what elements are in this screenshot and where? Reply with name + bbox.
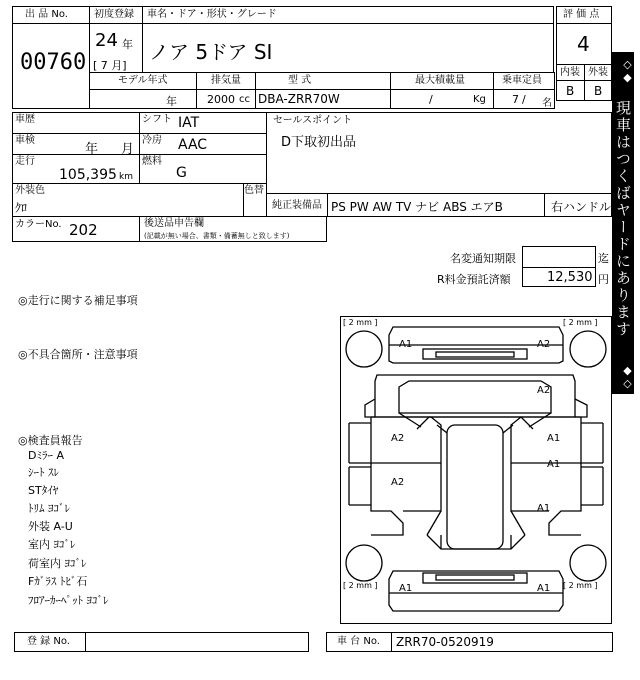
ext-color-value: ｸﾛ <box>15 201 28 215</box>
type-label: 型 式 <box>288 75 312 86</box>
tread-front-right: [ 2 mm ] <box>563 318 598 327</box>
aircon-value: AAC <box>178 137 208 153</box>
kg-unit: Kg <box>473 94 486 105</box>
color-no-value: 202 <box>69 221 98 239</box>
tire-rear-right <box>570 545 606 581</box>
mileage-label: 走行 <box>15 156 35 167</box>
chassis-no-cell <box>391 632 613 652</box>
score-label: 評 価 点 <box>563 9 600 20</box>
report-item: Dﾐﾗｰ A <box>28 449 64 462</box>
inspection-cell <box>12 133 140 155</box>
score-label-cell <box>556 6 612 24</box>
equipment-cell <box>327 193 545 217</box>
mark-right-quarter: A1 <box>537 503 551 514</box>
tire-front-right <box>570 331 606 367</box>
recolor-label: 色替 <box>244 185 264 196</box>
tread-rear-right: [ 2 mm ] <box>563 581 598 590</box>
exterior-label: 外装 <box>588 67 608 78</box>
tread-front-left: [ 2 mm ] <box>343 318 378 327</box>
windshield <box>417 417 533 429</box>
report-item: 室内 ﾖｺﾞﾚ <box>28 538 76 551</box>
banner-diamonds-top: ◇◆ <box>621 58 634 84</box>
max-load-label-cell <box>390 72 494 90</box>
car-diagram <box>341 317 611 623</box>
tire-rear-left <box>346 545 382 581</box>
banner-diamonds-bottom: ◆◇ <box>621 364 634 390</box>
car-diagram-frame <box>340 316 612 624</box>
mark-front-bumper-left: A1 <box>399 339 413 350</box>
mark-rear-bumper-right: A1 <box>537 583 551 594</box>
max-load-slash: / <box>429 93 433 106</box>
chassis-no: ZRR70-0520919 <box>396 635 494 649</box>
capacity-sep: / <box>522 93 526 106</box>
first-reg-month: [ 7 月] <box>93 59 127 72</box>
first-reg-year: 24 <box>95 30 118 51</box>
capacity-cell <box>493 89 555 109</box>
tire-front-left <box>346 331 382 367</box>
mileage-cell <box>12 154 140 184</box>
shift-value: IAT <box>178 115 200 131</box>
interior-label: 内装 <box>560 67 580 78</box>
lot-number-cell <box>12 23 90 109</box>
handle-cell <box>544 193 612 217</box>
cc-unit: cc <box>239 94 250 105</box>
aircon-cell <box>139 133 267 155</box>
recycle-unit: 円 <box>598 273 609 286</box>
recycle-fee-cell <box>522 267 596 287</box>
mark-right-rear-door: A1 <box>547 459 561 470</box>
car-name: ノア 5ドア SI <box>149 40 273 64</box>
exterior-label-cell <box>584 64 612 81</box>
inspector-report-title: ◎検査員報告 <box>18 434 83 447</box>
recolor-cell <box>243 183 267 217</box>
handle-value: 右ハンドル <box>551 200 612 214</box>
inspection-year-unit: 年 <box>85 142 99 157</box>
car-name-label-cell <box>142 6 554 24</box>
model-year-label: モデル年式 <box>118 75 168 86</box>
type-cell <box>255 89 391 109</box>
report-item: 外装 A-U <box>28 520 73 533</box>
capacity-value: 7 <box>512 93 519 106</box>
equip-label-cell <box>266 193 328 217</box>
mark-right-front-door: A1 <box>547 433 561 444</box>
name-change-label: 名変通知期限 <box>450 252 516 265</box>
rear-hatch <box>427 535 525 549</box>
mark-left-front-door: A2 <box>391 433 405 444</box>
shift-cell <box>139 112 267 134</box>
ext-color-label: 外装色 <box>15 185 45 196</box>
yard-location-banner <box>612 52 634 394</box>
year-unit: 年 <box>122 38 133 51</box>
chassis-label: 車 台 No. <box>337 636 380 647</box>
sales-point-value: D下取初出品 <box>281 135 357 150</box>
aircon-label: 冷房 <box>142 135 162 146</box>
displacement-label-cell <box>196 72 256 90</box>
ext-color-cell <box>12 183 244 217</box>
inspection-month-unit: 月 <box>121 142 135 157</box>
report-item: Fｶﾞﾗｽ ﾄﾋﾞ石 <box>28 575 88 588</box>
mark-front-bumper-right: A2 <box>537 339 551 350</box>
shift-label: シフト <box>142 114 172 125</box>
driving-notes-title: ◎走行に関する補足事項 <box>18 294 138 307</box>
reg-no-label: 登 録 No. <box>27 636 70 647</box>
score-cell <box>556 23 612 65</box>
interior-label-cell <box>556 64 585 81</box>
interior-grade-cell <box>556 80 585 101</box>
color-no-label: カラーNo. <box>15 219 62 230</box>
mark-rear-bumper-left: A1 <box>399 583 413 594</box>
max-load-cell <box>390 89 494 109</box>
fuel-label: 燃料 <box>142 156 162 167</box>
capacity-label-cell <box>493 72 555 90</box>
mark-right-fender: A2 <box>537 385 551 396</box>
model-year-label-cell <box>89 72 197 90</box>
score-value: 4 <box>577 32 590 56</box>
report-item: ﾌﾛｱｰｶｰﾍﾟｯﾄ ﾖｺﾞﾚ <box>28 594 109 607</box>
history-cell <box>12 112 140 134</box>
equip-label: 純正装備品 <box>272 200 322 211</box>
first-reg-cell <box>89 23 143 73</box>
reg-no-label-cell <box>14 632 86 652</box>
max-load-label: 最大積載量 <box>415 75 465 86</box>
fuel-value: G <box>176 165 187 181</box>
model-year-cell <box>89 89 197 109</box>
capacity-unit: 名 <box>542 98 552 109</box>
capacity-label: 乗車定員 <box>502 75 542 86</box>
interior-grade: B <box>566 84 575 98</box>
after-docs-cell <box>139 216 327 242</box>
car-name-cell <box>142 23 554 73</box>
fuel-cell <box>139 154 267 184</box>
lot-label: 出 品 No. <box>25 9 68 20</box>
car-name-label: 車名・ドア・形状・グレード <box>147 9 277 20</box>
history-label: 車歴 <box>15 114 35 125</box>
tread-rear-left: [ 2 mm ] <box>343 581 378 590</box>
recycle-label: R料金預託済額 <box>437 273 511 286</box>
first-reg-label: 初度登録 <box>94 9 134 20</box>
report-item: STﾀｲﾔ <box>28 484 59 497</box>
color-no-cell <box>12 216 140 242</box>
mark-left-rear-door: A2 <box>391 477 405 488</box>
first-reg-label-cell <box>89 6 143 24</box>
exterior-grade-cell <box>584 80 612 101</box>
name-change-cell <box>522 246 596 268</box>
recycle-fee-value: 12,530 <box>547 270 593 285</box>
report-item: ﾄﾘﾑ ﾖｺﾞﾚ <box>28 502 70 515</box>
sales-point-label: セールスポイント <box>273 115 353 126</box>
mileage-value: 105,395 <box>59 167 117 183</box>
displacement-value: 2000 <box>207 93 235 106</box>
after-docs-note: (記載が無い場合、書類・備蓄無しと致します) <box>144 232 290 240</box>
name-change-unit: 迄 <box>598 252 609 265</box>
reg-no-cell <box>85 632 309 652</box>
chassis-label-cell <box>326 632 392 652</box>
report-item: 荷室内 ﾖｺﾞﾚ <box>28 557 87 570</box>
equipment-value: PS PW AW TV ナビ ABS エアB <box>331 200 503 214</box>
after-docs-label: 後送品申告欄 <box>144 218 204 229</box>
type-value: DBA-ZRR70W <box>258 92 340 106</box>
km-unit: km <box>119 172 133 182</box>
exterior-grade: B <box>594 84 603 98</box>
displacement-cell <box>196 89 256 109</box>
model-year-unit: 年 <box>166 95 177 108</box>
inspection-label: 車検 <box>15 135 35 146</box>
type-label-cell <box>255 72 391 90</box>
lot-number: 00760 <box>20 50 87 75</box>
report-item: ｼｰﾄ ｽﾚ <box>28 466 59 479</box>
lot-label-cell <box>12 6 90 24</box>
defects-notes-title: ◎不具合箇所・注意事項 <box>18 348 138 361</box>
displacement-label: 排気量 <box>211 75 241 86</box>
banner-text: 現車はつくばヤードにあります <box>614 100 632 338</box>
roof <box>447 425 503 549</box>
sales-point-cell <box>266 112 612 194</box>
